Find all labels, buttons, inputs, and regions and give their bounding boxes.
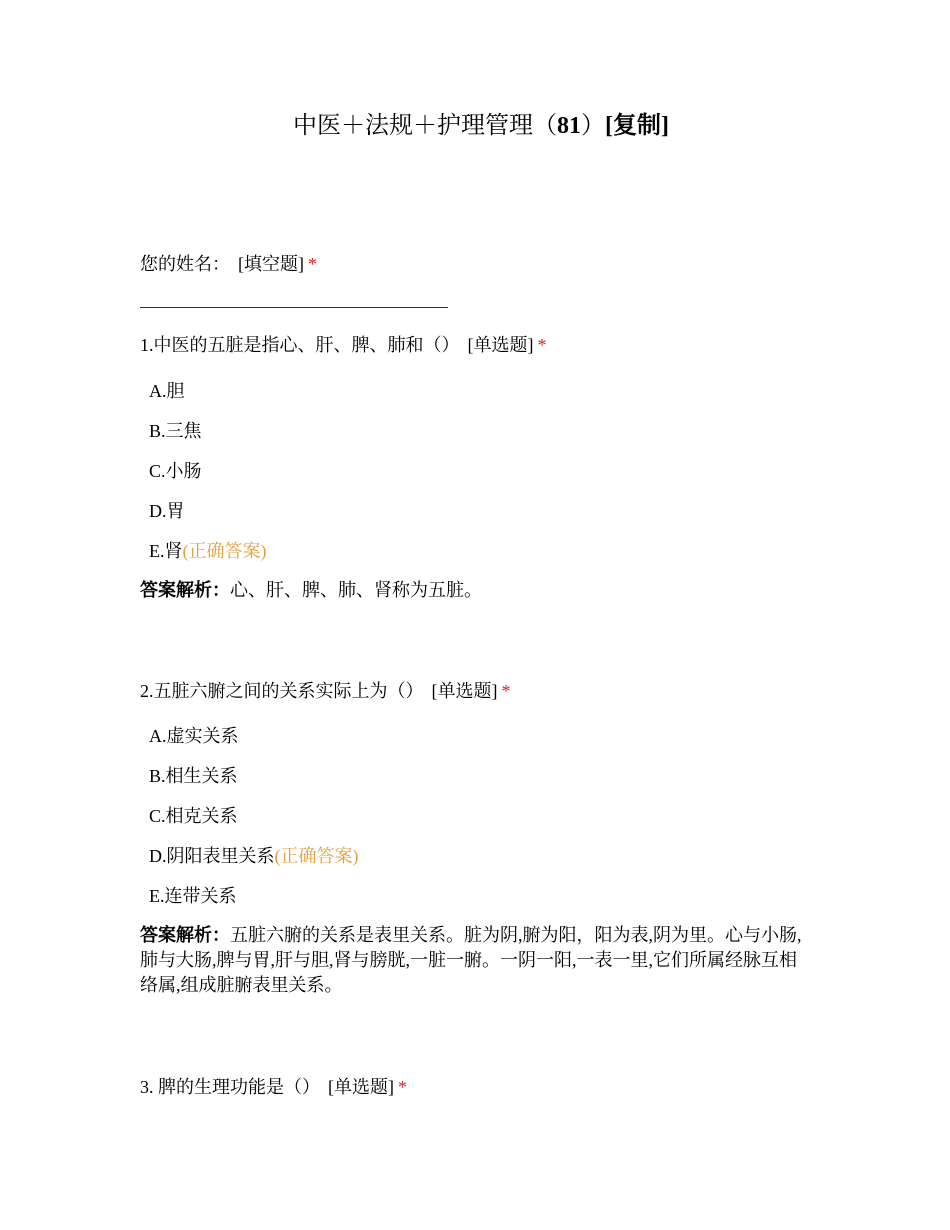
q1-option-c[interactable] bbox=[149, 459, 202, 483]
question-2 bbox=[140, 679, 820, 703]
analysis-label: 答案解析： bbox=[140, 925, 230, 945]
required-mark: * bbox=[501, 681, 511, 701]
option-text: A.虚实关系 bbox=[149, 726, 239, 746]
option-text: C.相克关系 bbox=[149, 806, 238, 826]
copy-tag: [复制] bbox=[605, 113, 669, 139]
q1-option-b[interactable] bbox=[149, 419, 202, 443]
option-text: C.小肠 bbox=[149, 461, 202, 481]
option-text: E.连带关系 bbox=[149, 886, 237, 906]
q2-option-a[interactable] bbox=[149, 724, 239, 748]
analysis-label: 答案解析： bbox=[140, 580, 230, 600]
question-3 bbox=[140, 1075, 820, 1099]
title-prefix: 中医＋法规＋护理管理（ bbox=[293, 113, 557, 139]
required-mark: * bbox=[537, 335, 547, 355]
question-text: 1.中医的五脏是指心、肝、脾、肺和（） bbox=[140, 335, 460, 355]
option-text: D.阴阳表里关系 bbox=[149, 846, 275, 866]
title-suffix: ） bbox=[581, 113, 605, 139]
analysis-text: 五脏六腑的关系是表里关系。脏为阴,腑为阳，阳为表,阴为里。心与小肠,肺与大肠,脾与胃,肝与胆,肾与膀胱,一脏一腑。一阴一阳,一表一里,它们所属经脉互相络属,组成脏腑表里关系。 bbox=[140, 925, 802, 995]
option-text: B.相生关系 bbox=[149, 766, 238, 786]
q2-option-b[interactable] bbox=[149, 764, 238, 788]
option-text: A.胆 bbox=[149, 381, 185, 401]
name-input[interactable] bbox=[140, 307, 448, 308]
q2-analysis bbox=[140, 923, 812, 998]
title-number: 81 bbox=[557, 113, 581, 139]
page-title bbox=[0, 110, 950, 142]
option-text: E.肾 bbox=[149, 541, 183, 561]
name-label: 您的姓名： bbox=[140, 254, 230, 274]
question-type-tag: [单选题] bbox=[467, 335, 534, 355]
q2-option-d[interactable] bbox=[149, 844, 359, 868]
question-text: 2.五脏六腑之间的关系实际上为（） bbox=[140, 681, 424, 701]
q1-option-e[interactable] bbox=[149, 539, 267, 563]
required-mark: * bbox=[308, 254, 317, 274]
question-type-tag: [单选题] bbox=[431, 681, 498, 701]
question-type-tag: [单选题] bbox=[328, 1077, 394, 1097]
q1-option-d[interactable] bbox=[149, 499, 185, 523]
q2-option-c[interactable] bbox=[149, 804, 238, 828]
name-question bbox=[140, 252, 820, 276]
correct-answer-label: (正确答案) bbox=[274, 846, 359, 866]
q2-option-e[interactable] bbox=[149, 884, 237, 908]
required-mark: * bbox=[398, 1077, 407, 1097]
name-type-tag: [填空题] bbox=[238, 254, 304, 274]
question-1 bbox=[140, 333, 820, 357]
correct-answer-label: (正确答案) bbox=[182, 541, 267, 561]
option-text: B.三焦 bbox=[149, 421, 202, 441]
question-text: 3. 脾的生理功能是（） bbox=[140, 1077, 320, 1097]
q1-option-a[interactable] bbox=[149, 379, 185, 403]
option-text: D.胃 bbox=[149, 501, 185, 521]
analysis-text: 心、肝、脾、肺、肾称为五脏。 bbox=[230, 580, 482, 600]
q1-analysis bbox=[140, 578, 812, 603]
